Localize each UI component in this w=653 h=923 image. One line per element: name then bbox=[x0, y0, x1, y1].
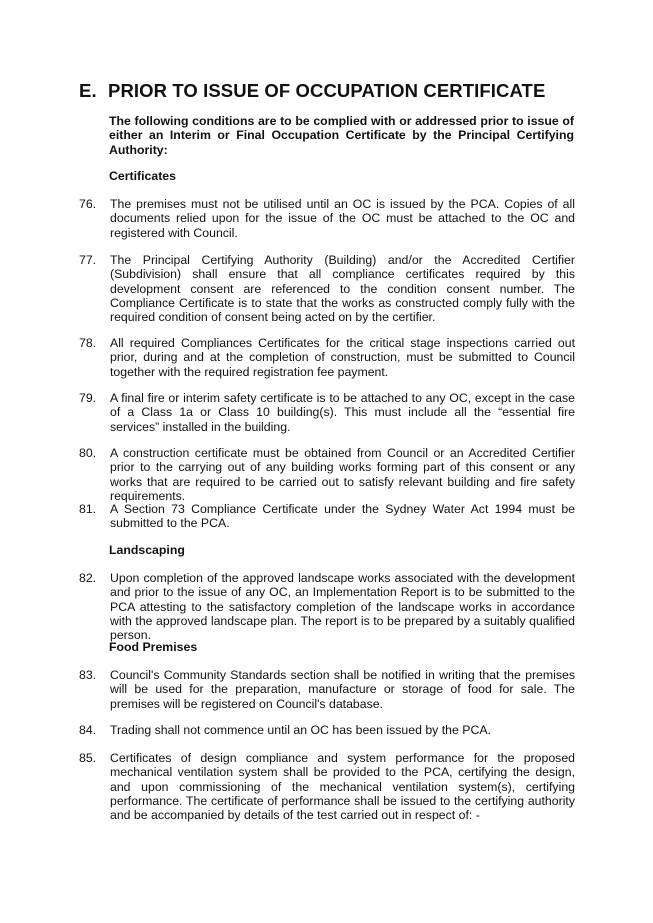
condition-number: 85. bbox=[79, 751, 97, 765]
condition-78 bbox=[79, 336, 575, 379]
condition-number: 81. bbox=[79, 502, 97, 516]
subheading-landscaping: Landscaping bbox=[109, 543, 185, 557]
condition-number: 76. bbox=[79, 197, 97, 211]
condition-text: Council's Community Standards section shall be notified in writing that the premises will be used for the preparation, manufacture or storage of food for sale. The premises will be registered on Council's database. bbox=[110, 668, 575, 711]
section-title: PRIOR TO ISSUE OF OCCUPATION CERTIFICATE bbox=[108, 80, 546, 101]
condition-number: 78. bbox=[79, 336, 97, 350]
subheading-certificates: Certificates bbox=[109, 169, 176, 183]
condition-number: 77. bbox=[79, 253, 97, 267]
condition-83 bbox=[79, 668, 575, 711]
section-letter: E. bbox=[79, 80, 97, 101]
condition-81 bbox=[79, 502, 575, 531]
condition-80 bbox=[79, 446, 575, 503]
subheading-food-premises: Food Premises bbox=[109, 640, 198, 654]
condition-79 bbox=[79, 391, 575, 434]
section-heading bbox=[79, 80, 545, 102]
intro-paragraph: The following conditions are to be complied with or addressed prior to issue of either an Interim or Final Occupation Certificate by the Principal Certifying Authority: bbox=[109, 114, 574, 157]
condition-text: All required Compliances Certificates for the critical stage inspections carried out prior, during and at the completion of construction, must be submitted to Council together with the required registration fee payment. bbox=[110, 336, 575, 379]
condition-76 bbox=[79, 197, 575, 240]
condition-text: A Section 73 Compliance Certificate under the Sydney Water Act 1994 must be submitted to the PCA. bbox=[110, 502, 575, 531]
condition-number: 80. bbox=[79, 446, 97, 460]
condition-82 bbox=[79, 571, 575, 642]
condition-text: The premises must not be utilised until an OC is issued by the PCA. Copies of all documents relied upon for the issue of the OC must be attached to the OC and registered with Council. bbox=[110, 197, 575, 240]
condition-number: 84. bbox=[79, 723, 97, 737]
condition-85 bbox=[79, 751, 575, 822]
condition-77 bbox=[79, 253, 575, 324]
condition-text: The Principal Certifying Authority (Building) and/or the Accredited Certifier (Subdivision) shall ensure that all compliance certificates required by this development consent are referenced to the condition consent number. The Compliance Certificate is to state that the works as constructed comply fully with the required condition of consent being acted on by the certifier. bbox=[110, 253, 575, 325]
condition-number: 82. bbox=[79, 571, 97, 585]
condition-text: Trading shall not commence until an OC has been issued by the PCA. bbox=[110, 723, 491, 737]
condition-text: A construction certificate must be obtained from Council or an Accredited Certifier prior to the carrying out of any building works forming part of this consent or any works that are required to be carried out to satisfy relevant building and fire safety requirements. bbox=[110, 446, 575, 503]
condition-84 bbox=[79, 723, 575, 737]
condition-number: 83. bbox=[79, 668, 97, 682]
condition-text: Certificates of design compliance and system performance for the proposed mechanical ventilation system shall be provided to the PCA, certifying the design, and upon commissioning of the mechanical ventilation system(s), certifying performance. The certificate of performance shall be issued to the certifying authority and be accompanied by details of the test carried out in respect of: - bbox=[110, 751, 575, 823]
condition-text: A final fire or interim safety certificate is to be attached to any OC, except in the case of a Class 1a or Class 10 building(s). This must include all the “essential fire services” installed in the building. bbox=[110, 391, 575, 434]
condition-number: 79. bbox=[79, 391, 97, 405]
condition-text: Upon completion of the approved landscape works associated with the development and prior to the issue of any OC, an Implementation Report is to be submitted to the PCA attesting to the satisfactory completion of the landscape works in accordance with the approved landscape plan. The report is to be prepared by a suitably qualified person. bbox=[110, 571, 575, 643]
